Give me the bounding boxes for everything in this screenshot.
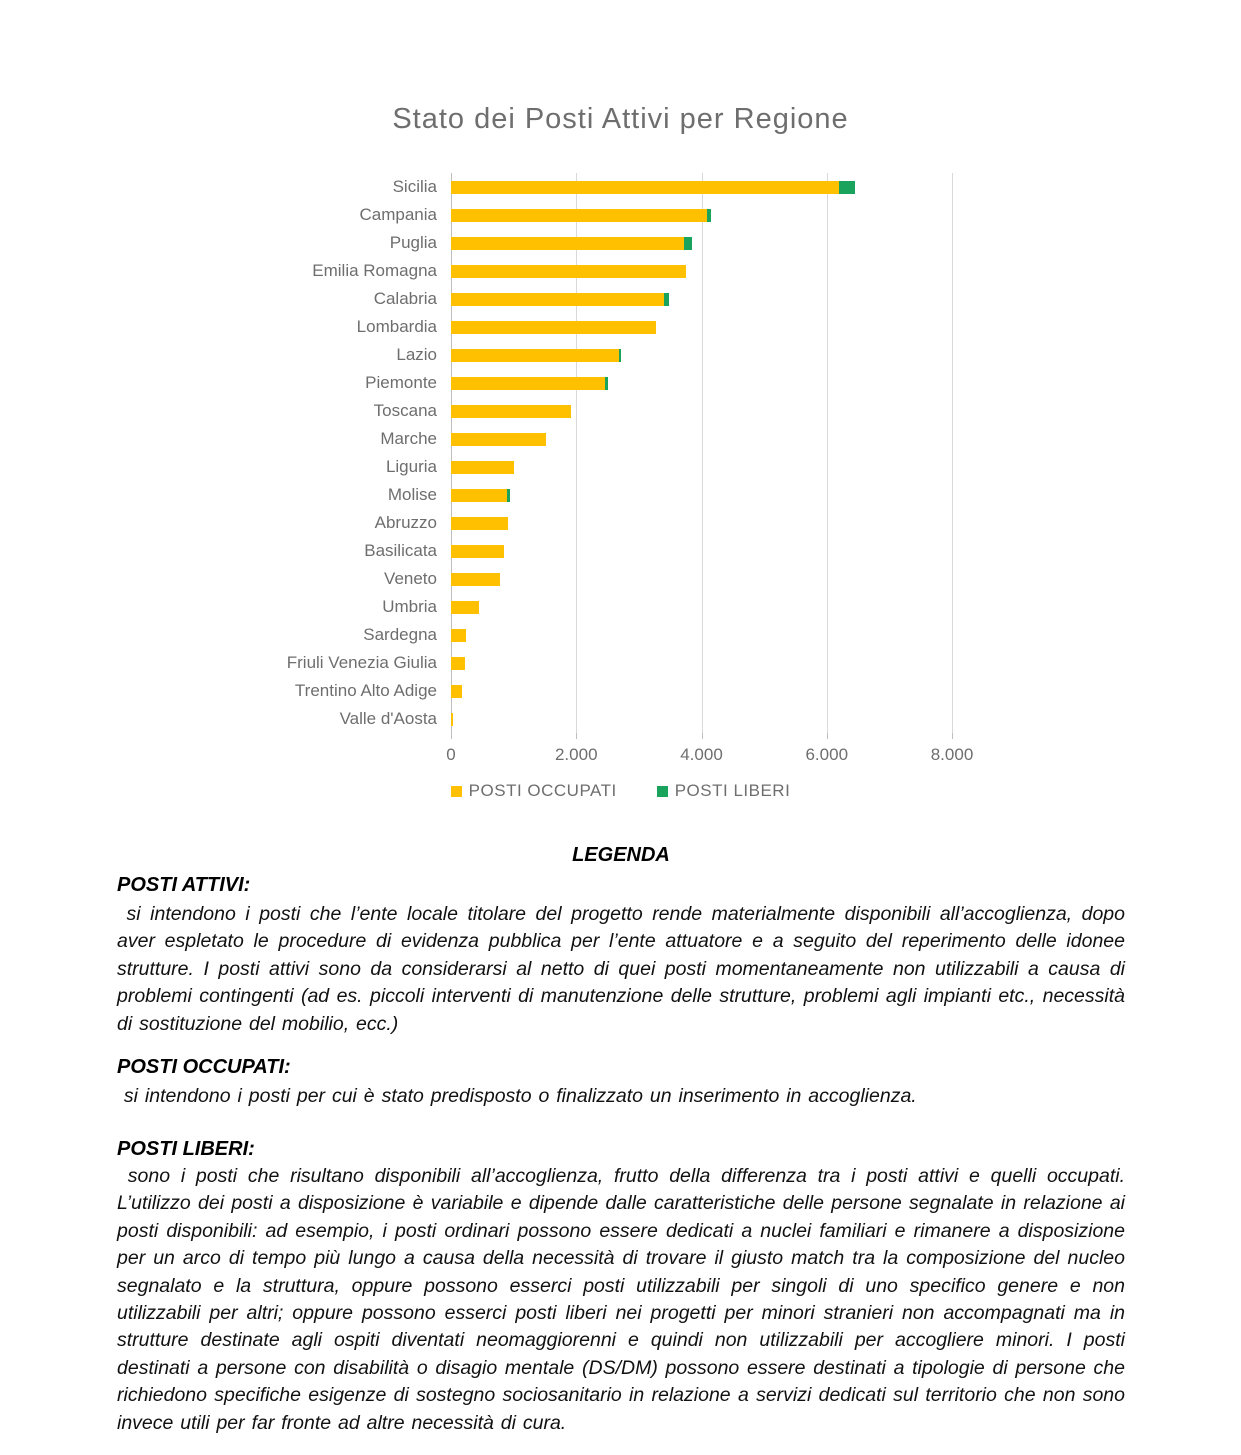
bar-row xyxy=(451,593,1011,621)
x-axis-tickmark xyxy=(702,733,703,739)
bar-segment-posti-occupati xyxy=(451,573,500,586)
bar-row xyxy=(451,173,1011,201)
legend-label: POSTI LIBERI xyxy=(674,781,791,800)
category-label: Toscana xyxy=(373,401,437,420)
x-axis-tick-labels xyxy=(446,745,1011,767)
x-tick-label: 0 xyxy=(446,745,456,764)
bar-row xyxy=(451,369,1011,397)
heading-posti-occupati: POSTI OCCUPATI: xyxy=(117,1056,291,1078)
heading-posti-attivi: POSTI ATTIVI: xyxy=(117,874,251,896)
bar-segment-posti-occupati xyxy=(451,405,571,418)
bar-segment-posti-occupati xyxy=(451,349,619,362)
x-axis-tickmark xyxy=(451,733,452,739)
bar-row xyxy=(451,397,1011,425)
y-axis-category-labels xyxy=(116,173,451,733)
chart-legend xyxy=(0,781,1241,801)
legend-swatch-icon xyxy=(451,786,462,797)
category-label: Campania xyxy=(359,205,437,224)
bar-row xyxy=(451,453,1011,481)
bar-row xyxy=(451,621,1011,649)
bar-segment-posti-occupati xyxy=(451,321,656,334)
bar-segment-posti-liberi xyxy=(707,209,711,222)
bar-row xyxy=(451,481,1011,509)
bar-row xyxy=(451,313,1011,341)
bar-segment-posti-occupati xyxy=(451,601,479,614)
bar-segment-posti-occupati xyxy=(451,181,839,194)
category-label: Molise xyxy=(387,485,437,504)
legend-label: POSTI OCCUPATI xyxy=(468,781,617,800)
bar-segment-posti-occupati xyxy=(451,237,684,250)
category-label: Puglia xyxy=(389,233,437,252)
category-label: Trentino Alto Adige xyxy=(294,681,437,700)
x-tick-label: 6.000 xyxy=(805,745,849,764)
bar-row xyxy=(451,705,1011,733)
heading-posti-liberi: POSTI LIBERI: xyxy=(117,1138,255,1160)
legenda-title: LEGENDA xyxy=(572,844,670,866)
x-tick-label: 2.000 xyxy=(554,745,598,764)
bar-row xyxy=(451,677,1011,705)
legend-swatch-icon xyxy=(657,786,668,797)
bar-segment-posti-occupati xyxy=(451,517,508,530)
category-label: Sicilia xyxy=(392,177,437,196)
bar-row xyxy=(451,201,1011,229)
bar-segment-posti-liberi xyxy=(664,293,669,306)
bar-row xyxy=(451,285,1011,313)
bar-segment-posti-occupati xyxy=(451,265,686,278)
x-axis-tickmark xyxy=(952,733,953,739)
x-axis-tickmark xyxy=(827,733,828,739)
category-label: Abruzzo xyxy=(374,513,437,532)
bar-segment-posti-occupati xyxy=(451,545,504,558)
bar-segment-posti-occupati xyxy=(451,209,707,222)
category-label: Veneto xyxy=(384,569,437,588)
category-label: Lombardia xyxy=(356,317,437,336)
x-tick-label: 8.000 xyxy=(930,745,974,764)
bar-segment-posti-liberi xyxy=(684,237,692,250)
category-label: Umbria xyxy=(382,597,437,616)
x-tick-label: 4.000 xyxy=(680,745,723,764)
chart-title: Stato dei Posti Attivi per Regione xyxy=(392,103,849,135)
bar-row xyxy=(451,537,1011,565)
category-label: Sardegna xyxy=(363,625,437,644)
category-label: Marche xyxy=(380,429,437,448)
category-label: Emilia Romagna xyxy=(312,261,437,280)
bar-row xyxy=(451,649,1011,677)
bar-segment-posti-occupati xyxy=(451,461,514,474)
bar-segment-posti-liberi xyxy=(605,377,608,390)
bar-segment-posti-occupati xyxy=(451,433,546,446)
bar-segment-posti-occupati xyxy=(451,629,466,642)
bar-series-container xyxy=(451,173,1011,733)
bar-row xyxy=(451,257,1011,285)
paragraph-posti-attivi: si intendono i posti che l’ente locale titolare del progetto rende materialmente disponibili all’accoglienza, dopo aver espletato le procedure di evidenza pubblica per l’ente attuatore e a seguito del reperimento delle idonee strutture. I posti attivi sono da considerarsi al netto di quei posti momentaneamente non utilizzabili a causa di problemi contingenti (ad es. piccoli interventi di manutenzione delle strutture, problemi agli impianti etc., necessità di sostituzione del mobilio, ecc.) xyxy=(117,903,1125,1035)
bar-segment-posti-occupati xyxy=(451,657,465,670)
bar-segment-posti-liberi xyxy=(507,489,510,502)
category-label: Basilicata xyxy=(364,541,437,560)
bar-segment-posti-occupati xyxy=(451,489,507,502)
legend-item-posti-occupati xyxy=(451,781,617,801)
bar-segment-posti-liberi xyxy=(839,181,855,194)
bar-row xyxy=(451,425,1011,453)
bar-row xyxy=(451,509,1011,537)
category-label: Valle d'Aosta xyxy=(339,709,437,728)
paragraph-posti-liberi: sono i posti che risultano disponibili all’accoglienza, frutto della differenza tra i posti attivi e quelli occupati. L’utilizzo dei posti a disposizione è variabile e dipende dalle caratteristiche delle persone segnalate in relazione ai posti disponibili: ad esempio, i posti ordinari possono essere dedicati a nuclei familiari e rimanere a disposizione per un arco di tempo più lungo a causa della necessità di trovare il giusto match tra la composizione del nucleo segnalato e la struttura, oppure possono esserci posti utilizzabili per singoli di uno specifico genere e non utilizzabili per altri; oppure possono esserci posti liberi nei progetti per minori stranieri non accompagnati ma in strutture destinate agli ospiti diventati neomaggiorenni e quindi non utilizzabili per accogliere minori. I posti destinati a persone con disabilità o disagio mentale (DS/DM) possono essere destinati a tipologie di persone che richiedono specifiche esigenze di sostegno sociosanitario in relazione a servizi dedicati sul territorio che non sono invece utili per far fronte ad altre necessità di cura. xyxy=(117,1165,1125,1434)
legend-item-posti-liberi xyxy=(657,781,791,801)
paragraph-posti-occupati: si intendono i posti per cui è stato predisposto o finalizzato un inserimento in accoglienza. xyxy=(117,1085,917,1107)
bar-row xyxy=(451,565,1011,593)
bar-row xyxy=(451,341,1011,369)
bar-segment-posti-occupati xyxy=(451,377,605,390)
bar-row xyxy=(451,229,1011,257)
bar-segment-posti-liberi xyxy=(619,349,621,362)
bar-segment-posti-occupati xyxy=(451,685,462,698)
bar-segment-posti-occupati xyxy=(451,293,664,306)
x-axis-tickmark xyxy=(576,733,577,739)
bar-segment-posti-occupati xyxy=(451,713,453,726)
category-label: Liguria xyxy=(385,457,437,476)
category-label: Piemonte xyxy=(365,373,437,392)
category-label: Calabria xyxy=(373,289,437,308)
category-label: Lazio xyxy=(396,345,437,364)
category-label: Friuli Venezia Giulia xyxy=(286,653,437,672)
